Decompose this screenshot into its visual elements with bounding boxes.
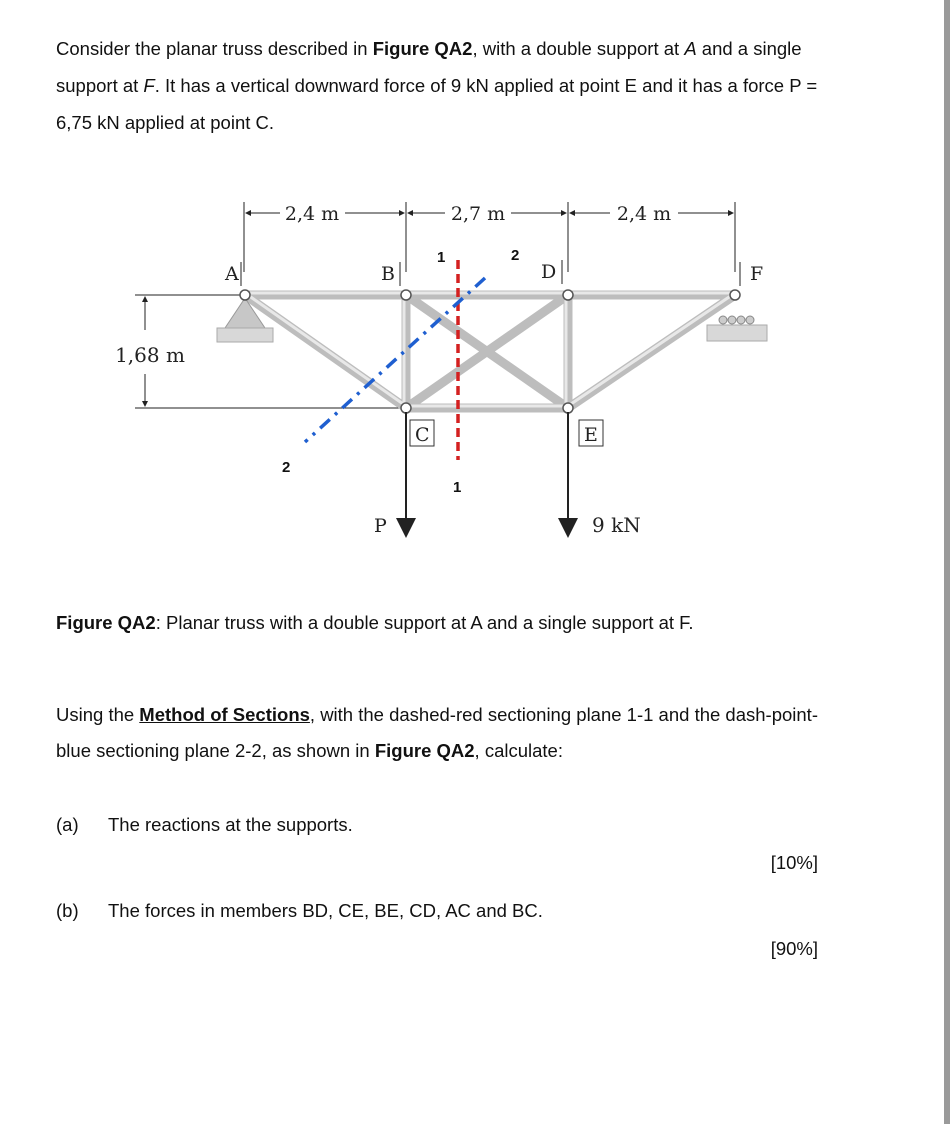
- section-2-top-label: 2: [511, 247, 520, 264]
- truss-figure: [95, 180, 785, 570]
- member-ef: [568, 295, 735, 408]
- question-a: (a) The reactions at the supports.: [56, 814, 353, 835]
- support-a-ground: [217, 328, 273, 342]
- node-f-label: F: [750, 263, 764, 285]
- dim-bd-label: 2,7 m: [450, 203, 506, 225]
- figure-ref: Figure QA2: [372, 38, 473, 59]
- question-b: (b) The forces in members BD, CE, BE, CD, AC and BC.: [56, 900, 543, 921]
- truss-diagram: [95, 180, 785, 570]
- member-ac: [245, 295, 406, 408]
- node-b-label: B: [381, 263, 395, 285]
- dim-ab-label: 2,4 m: [284, 203, 340, 225]
- node-e-label: E: [584, 424, 598, 446]
- page-edge: [944, 0, 950, 1124]
- question-a-weight: [10%]: [770, 852, 818, 873]
- truss-members: [245, 295, 735, 408]
- support-f-roller: [707, 316, 767, 341]
- figure-caption: Figure QA2: Planar truss with a double support at A and a single support at F.: [56, 612, 694, 633]
- load-p-label: P: [374, 515, 387, 537]
- dim-df-label: 2,4 m: [616, 203, 672, 225]
- method-instruction: Using the Method of Sections, with the dashed-red sectioning plane 1-1 and the dash-point-blue sectioning plane 2-2, as shown in Figure QA2, calculate:: [56, 704, 818, 761]
- question-b-weight: [90%]: [770, 938, 818, 959]
- load-e-label: 9 kN: [592, 513, 641, 537]
- problem-statement: Consider the planar truss described in Figure QA2, with a double support at A and a single support at F. It has a vertical downward force of 9 kN applied at point E and it has a force P = 6,75 kN applied at point C.: [56, 38, 818, 133]
- section-2-bottom-label: 2: [282, 459, 291, 476]
- height-label: 1,68 m: [115, 343, 185, 367]
- method-of-sections: Method of Sections: [139, 704, 310, 725]
- section-1-top-label: 1: [437, 249, 446, 266]
- node-a-label: A: [225, 263, 239, 285]
- node-c-label: C: [415, 424, 430, 446]
- node-d-label: D: [541, 261, 557, 283]
- section-1-bottom-label: 1: [453, 479, 462, 496]
